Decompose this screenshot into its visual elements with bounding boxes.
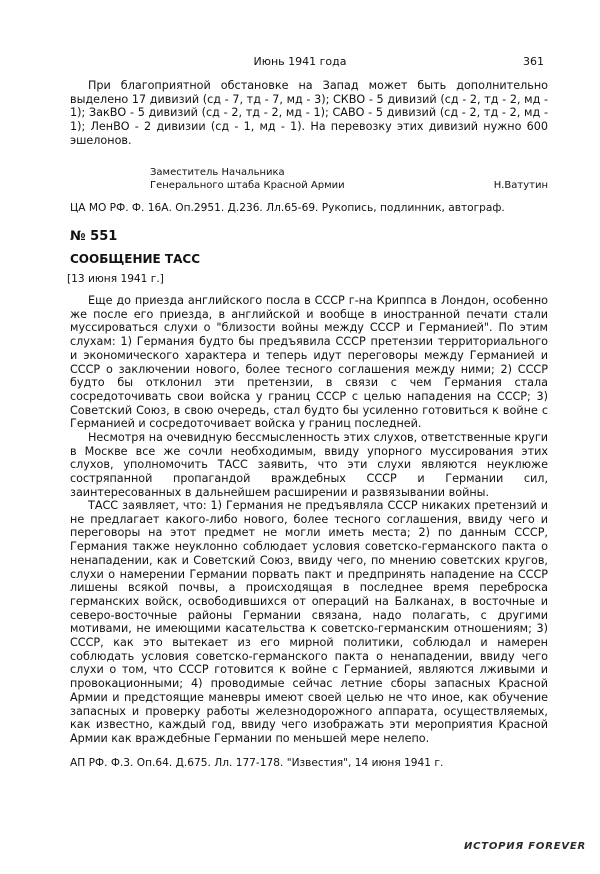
watermark: ИСТОРИЯ FOREVER <box>463 841 586 852</box>
document-number: № 551 <box>70 229 118 244</box>
archive-reference-2: АП РФ. Ф.3. Оп.64. Д.675. Лл. 177-178. "Известия", 14 июня 1941 г. <box>70 757 444 769</box>
signature-name: Н.Ватутин <box>493 180 548 191</box>
body-paragraph-3: ТАСС заявляет, что: 1) Германия не предъявляла СССР никаких претензий и не предлагает какого-либо нового, более тесного соглашения, ввиду чего и переговоры на этот предмет не могли иметь места; 2) по данным СССР, Германия также неуклонно соблюдает условия советско-германского пакта о ненападении, как и Советский Союз, ввиду чего, по мнению советских кругов, слухи о намерении Германии порвать пакт и предпринять нападение на СССР лишены всякой почвы, а происходящая в последнее время переброска германских войск, освободившихся от операций на Балканах, в восточные и северо-восточные районы Германии связана, надо полагать, с другими мотивами, не имеющими касательства к советско-германским отношениям; 3) СССР, как это вытекает из его мирной политики, соблюдал и намерен соблюдать условия советско-германского пакта о ненападении, ввиду чего слухи о том, что СССР готовится к войне с Германией, являются лживыми и провокационными; 4) проводимые сейчас летние сборы запасных Красной Армии и предстоящие маневры имеют своей целью не что иное, как обучение запасных и проверку работы железнодорожного аппарата, осуществляемых, как известно, каждый год, ввиду чего изображать эти мероприятия Красной Армии как враждебные Германии по меньшей мере нелепо. <box>70 499 548 745</box>
signature-position-line-1: Заместитель Начальника <box>150 167 285 178</box>
signature-position-line-2: Генерального штаба Красной Армии <box>150 180 345 191</box>
running-title: Июнь 1941 года <box>253 55 347 68</box>
top-paragraph: При благоприятной обстановке на Запад может быть дополнительно выделено 17 дивизий (сд - 7, тд - 7, мд - 3); СКВО - 5 дивизий (сд - 2, тд - 2, мд - 1); ЗакВО - 5 дивизий (сд - 2, тд - 2, мд - 1); САВО - 5 дивизий (сд - 2, тд - 2, мд - 1); ЛенВО - 2 дивизии (сд - 1, мд - 1). На перевозку этих дивизий нужно 600 эшелонов. <box>70 79 548 147</box>
page-number: 361 <box>523 55 544 68</box>
signature-block <box>150 166 548 192</box>
document-date: [13 июня 1941 г.] <box>67 273 164 285</box>
body-paragraph-2: Несмотря на очевидную бессмысленность этих слухов, ответственные круги в Москве все же сочли необходимым, ввиду упорного муссирования этих слухов, уполномочить ТАСС заявить, что эти слухи являются неуклюже состряпанной пропагандой враждебных СССР и Германии сил, заинтересованных в дальнейшем расширении и развязывании войны. <box>70 431 548 499</box>
document-title: СООБЩЕНИЕ ТАСС <box>70 252 201 266</box>
page-header <box>0 55 600 71</box>
body-paragraph-1: Еще до приезда английского посла в СССР г-на Криппса в Лондон, особенно же после его приезда, в английской и вообще в иностранной печати стали муссироваться слухи о "близости войны между СССР и Германией". По этим слухам: 1) Германия будто бы предъявила СССР претензии территориального и экономического характера и теперь идут переговоры между Германией и СССР о заключении нового, более тесного соглашения между ними; 2) СССР будто бы отклонил эти претензии, в связи с чем Германия стала сосредоточивать свои войска у границ СССР с целью нападения на СССР; 3) Советский Союз, в свою очередь, стал будто бы усиленно готовиться к войне с Германией и сосредоточивает войска у границ последней. <box>70 294 548 431</box>
archive-reference: ЦА МО РФ. Ф. 16А. Оп.2951. Д.236. Лл.65-69. Рукопись, подлинник, автограф. <box>70 202 505 214</box>
